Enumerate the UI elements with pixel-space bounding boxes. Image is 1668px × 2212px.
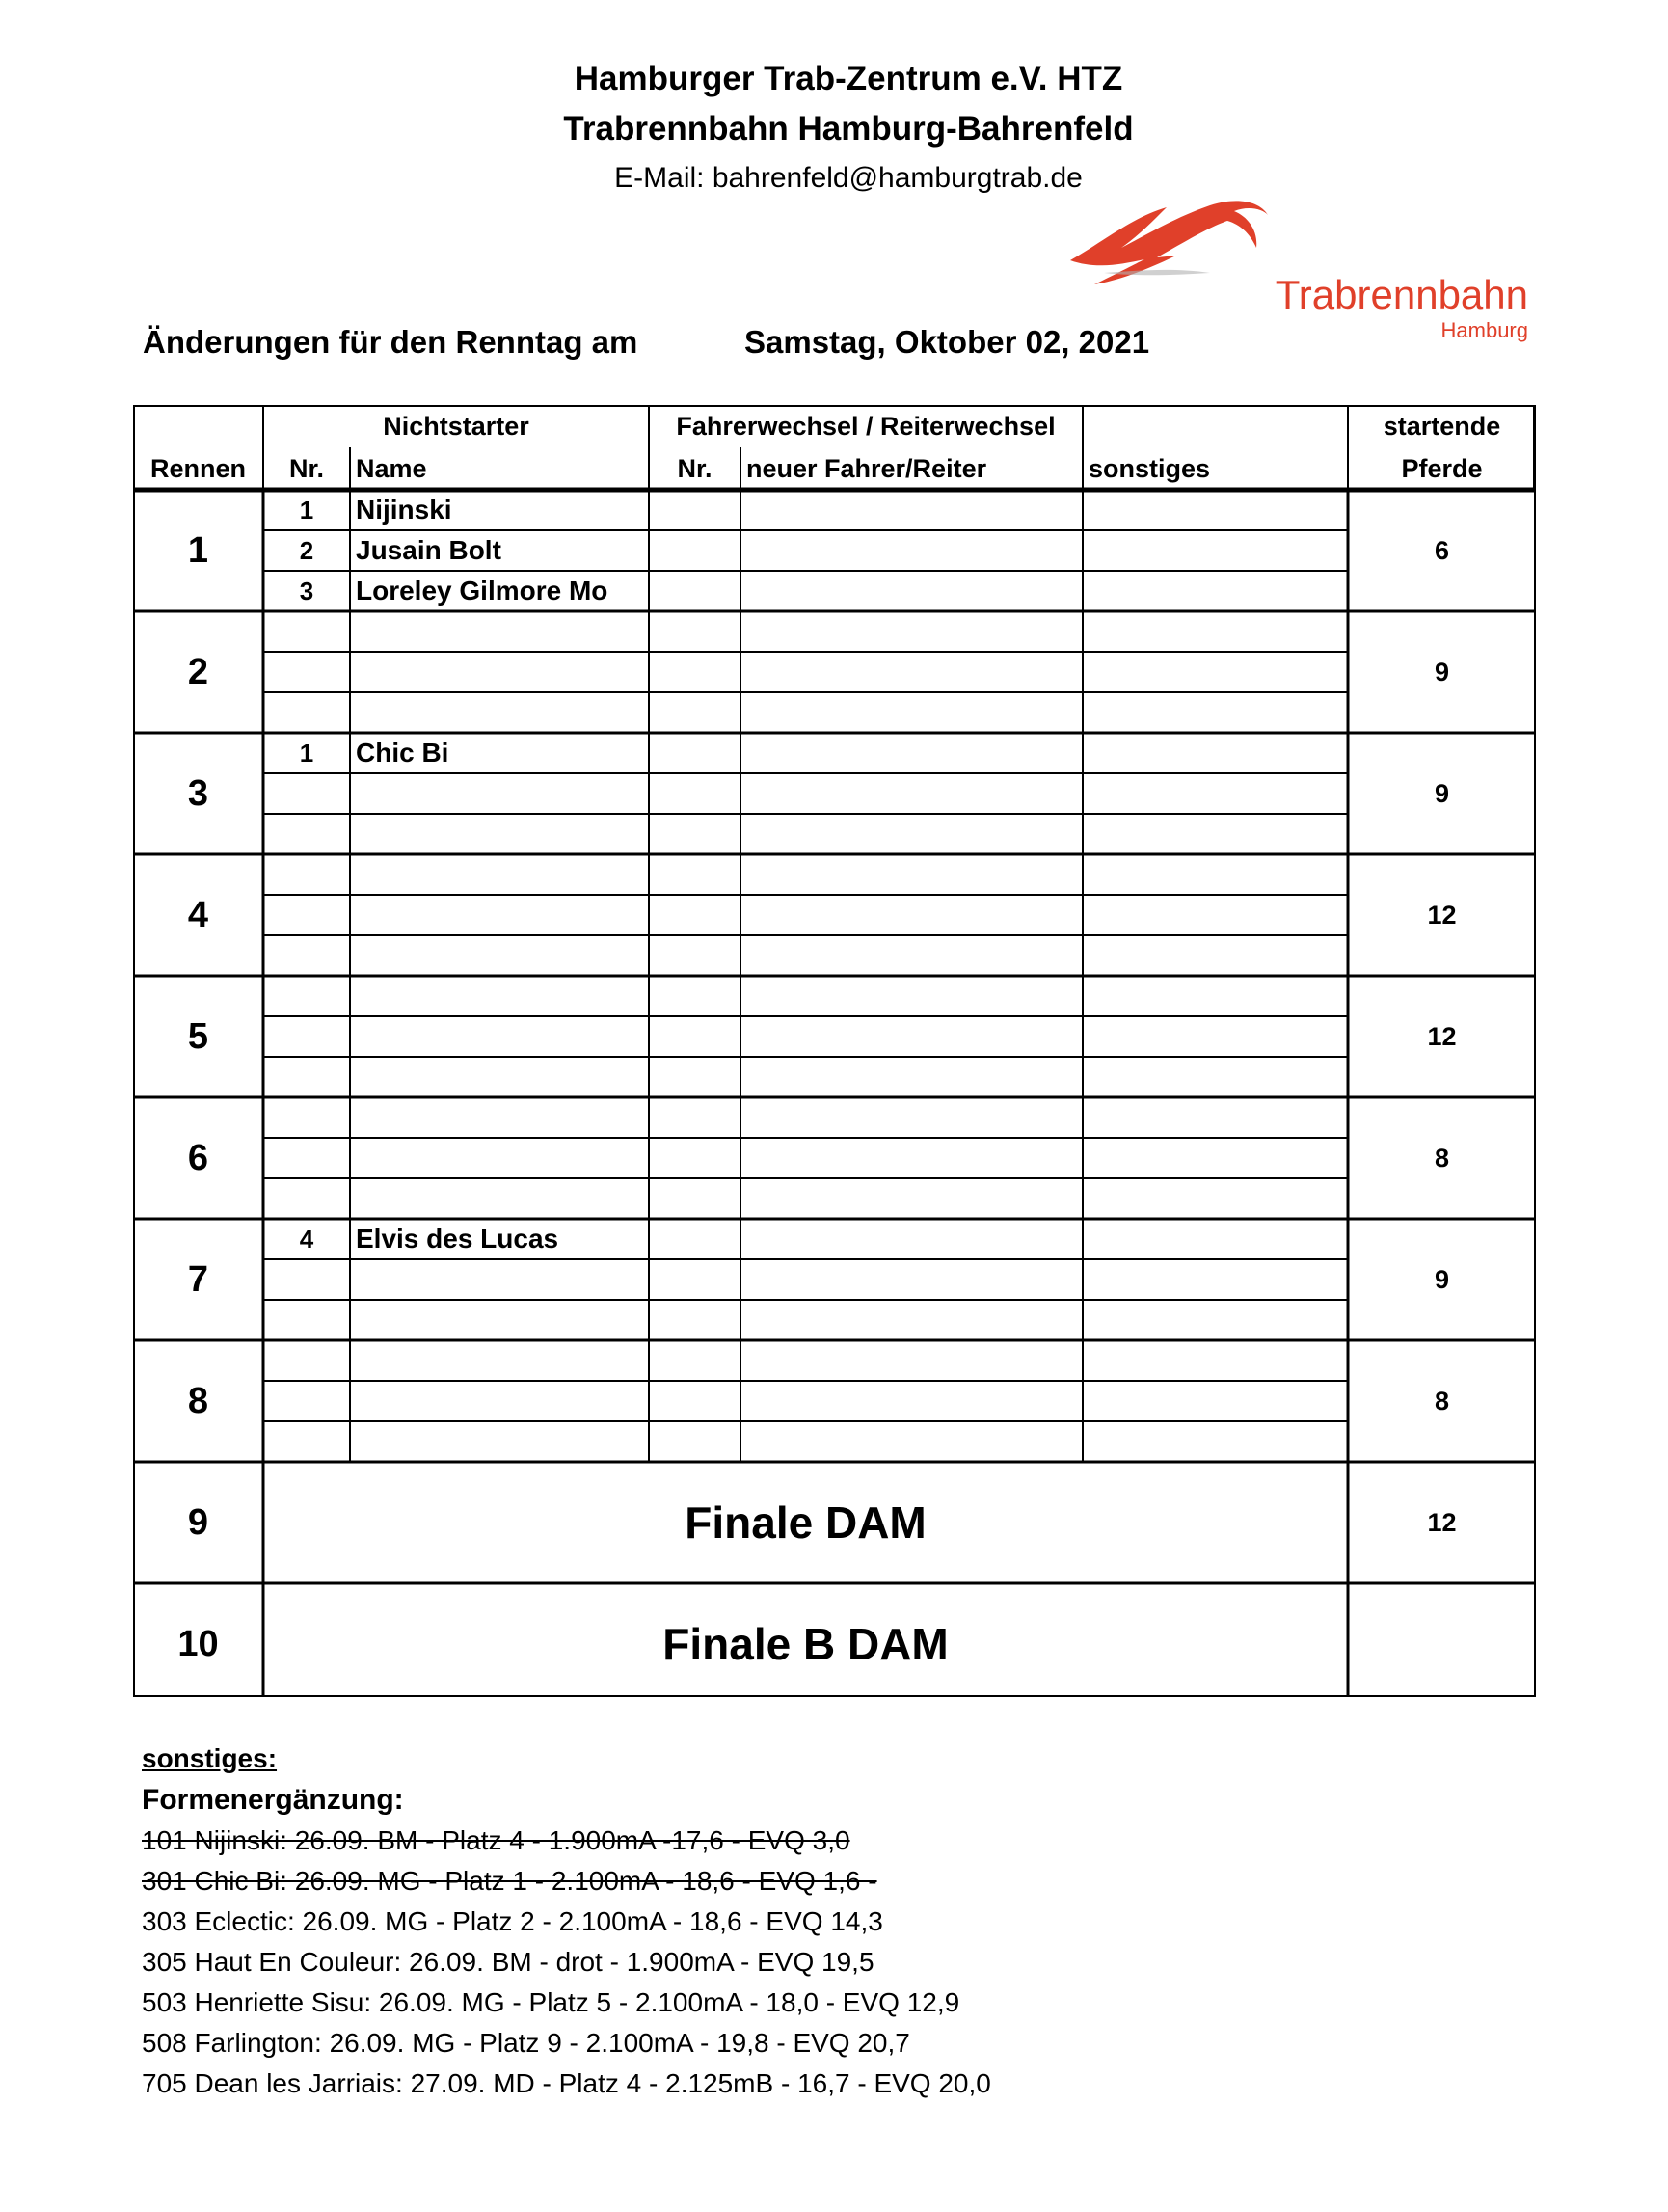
nichtstarter-nr <box>263 814 350 854</box>
starter-count: 9 <box>1434 778 1450 808</box>
race-number: 2 <box>187 651 209 692</box>
nichtstarter-nr <box>263 1300 350 1340</box>
starter-count <box>1348 1583 1536 1705</box>
nichtstarter-nr <box>263 1097 350 1138</box>
nichtstarter-name <box>350 1016 649 1057</box>
form-note-line: 503 Henriette Sisu: 26.09. MG - Platz 5 - 2.100mA - 18,0 - EVQ 12,9 <box>142 1987 960 2017</box>
nichtstarter-nr <box>263 1340 350 1381</box>
starter-count: 8 <box>1434 1143 1450 1173</box>
header-sonstiges: sonstiges <box>1089 453 1211 483</box>
header-rennen: Rennen <box>149 453 246 483</box>
form-note-line: 301 Chic Bi: 26.09. MG - Platz 1 - 2.100mA - 18,6 - EVQ 1,6 - <box>142 1866 877 1896</box>
nichtstarter-nr <box>263 1138 350 1178</box>
nichtstarter-nr <box>263 652 350 692</box>
nichtstarter-name: Nijinski <box>356 495 452 525</box>
nichtstarter-nr <box>263 1259 350 1300</box>
nichtstarter-nr <box>263 611 350 652</box>
starter-count: 8 <box>1434 1386 1450 1416</box>
nichtstarter-nr <box>263 935 350 976</box>
header-fw-neu: neuer Fahrer/Reiter <box>746 453 987 483</box>
nichtstarter-name <box>350 611 649 652</box>
notes-lines <box>142 1824 991 2100</box>
starter-count: 12 <box>1427 900 1457 930</box>
nichtstarter-name <box>350 1300 649 1340</box>
nichtstarter-name <box>350 1178 649 1219</box>
nichtstarter-nr <box>263 692 350 733</box>
notes-subtitle: Formenergänzung: <box>142 1784 404 1816</box>
race-number: 6 <box>187 1137 209 1178</box>
nichtstarter-nr <box>263 1381 350 1421</box>
nichtstarter-nr <box>263 854 350 895</box>
nichtstarter-nr: 2 <box>299 535 314 565</box>
header-nr: Nr. <box>288 453 325 483</box>
race-number: 10 <box>177 1623 219 1664</box>
nichtstarter-nr: 3 <box>299 576 314 606</box>
final-label: Finale DAM <box>685 1497 927 1548</box>
race-number: 1 <box>187 529 209 571</box>
starter-count: 12 <box>1427 1507 1457 1537</box>
race-number: 9 <box>187 1501 209 1543</box>
starter-count: 12 <box>1427 1021 1457 1051</box>
header-fw-nr: Nr. <box>677 453 713 483</box>
nichtstarter-name <box>350 1340 649 1381</box>
race-number: 7 <box>187 1258 209 1300</box>
form-note-line: 705 Dean les Jarriais: 27.09. MD - Platz 4 - 2.125mB - 16,7 - EVQ 20,0 <box>142 2068 991 2098</box>
venue-name: Trabrennbahn Hamburg-Bahrenfeld <box>563 110 1134 148</box>
nichtstarter-name <box>350 773 649 814</box>
form-note-line: 303 Eclectic: 26.09. MG - Platz 2 - 2.100mA - 18,6 - EVQ 14,3 <box>142 1906 883 1936</box>
nichtstarter-nr <box>263 1016 350 1057</box>
header-pferde: Pferde <box>1401 453 1483 483</box>
nichtstarter-name <box>350 1259 649 1300</box>
nichtstarter-name <box>350 976 649 1016</box>
nichtstarter-nr: 1 <box>299 495 314 525</box>
nichtstarter-nr <box>263 773 350 814</box>
nichtstarter-name <box>350 1421 649 1462</box>
nichtstarter-name <box>350 1097 649 1138</box>
header-startende: startende <box>1383 411 1501 441</box>
nichtstarter-name: Chic Bi <box>356 738 449 768</box>
nichtstarter-name <box>350 1381 649 1421</box>
race-number: 4 <box>187 894 209 935</box>
nichtstarter-name <box>350 1138 649 1178</box>
notes-section <box>142 1743 991 2100</box>
contact-email: E-Mail: bahrenfeld@hamburgtrab.de <box>614 162 1083 194</box>
renntag-date: Samstag, Oktober 02, 2021 <box>744 324 1150 360</box>
notes-title: sonstiges: <box>142 1743 278 1773</box>
horse-head-logo-icon <box>1065 188 1287 289</box>
nichtstarter-name <box>350 895 649 935</box>
nichtstarter-nr: 1 <box>299 738 314 768</box>
nichtstarter-name: Loreley Gilmore Mo <box>356 576 608 606</box>
nichtstarter-name: Jusain Bolt <box>356 535 501 565</box>
nichtstarter-name <box>350 935 649 976</box>
starter-count: 9 <box>1434 657 1450 687</box>
nichtstarter-name: Elvis des Lucas <box>356 1224 559 1254</box>
starter-count: 9 <box>1434 1264 1450 1294</box>
nichtstarter-nr <box>263 1421 350 1462</box>
nichtstarter-nr: 4 <box>299 1224 314 1254</box>
nichtstarter-name <box>350 1057 649 1097</box>
race-number: 5 <box>187 1015 209 1057</box>
final-label: Finale B DAM <box>662 1619 949 1669</box>
nichtstarter-nr <box>263 976 350 1016</box>
starter-count: 6 <box>1434 535 1450 565</box>
header-name: Name <box>356 453 427 483</box>
nichtstarter-nr <box>263 1178 350 1219</box>
nichtstarter-name <box>350 814 649 854</box>
nichtstarter-nr <box>263 895 350 935</box>
nichtstarter-nr <box>263 1057 350 1097</box>
logo-city: Hamburg <box>1440 318 1528 342</box>
nichtstarter-name <box>350 692 649 733</box>
form-note-line: 508 Farlington: 26.09. MG - Platz 9 - 2.100mA - 19,8 - EVQ 20,7 <box>142 2028 910 2058</box>
org-name: Hamburger Trab-Zentrum e.V. HTZ <box>574 60 1123 97</box>
renntag-label: Änderungen für den Renntag am <box>143 324 638 360</box>
nichtstarter-name <box>350 652 649 692</box>
form-note-line: 101 Nijinski: 26.09. BM - Platz 4 - 1.900mA -17,6 - EVQ 3,0 <box>142 1825 850 1855</box>
header-fahrerwechsel: Fahrerwechsel / Reiterwechsel <box>676 411 1056 441</box>
header-nichtstarter: Nichtstarter <box>383 411 529 441</box>
logo-name: Trabrennbahn <box>1275 272 1528 317</box>
form-note-line: 305 Haut En Couleur: 26.09. BM - drot - 1.900mA - EVQ 19,5 <box>142 1947 874 1977</box>
race-number: 8 <box>187 1380 209 1421</box>
nichtstarter-name <box>350 854 649 895</box>
race-number: 3 <box>187 772 209 814</box>
changes-table <box>133 405 1536 1697</box>
